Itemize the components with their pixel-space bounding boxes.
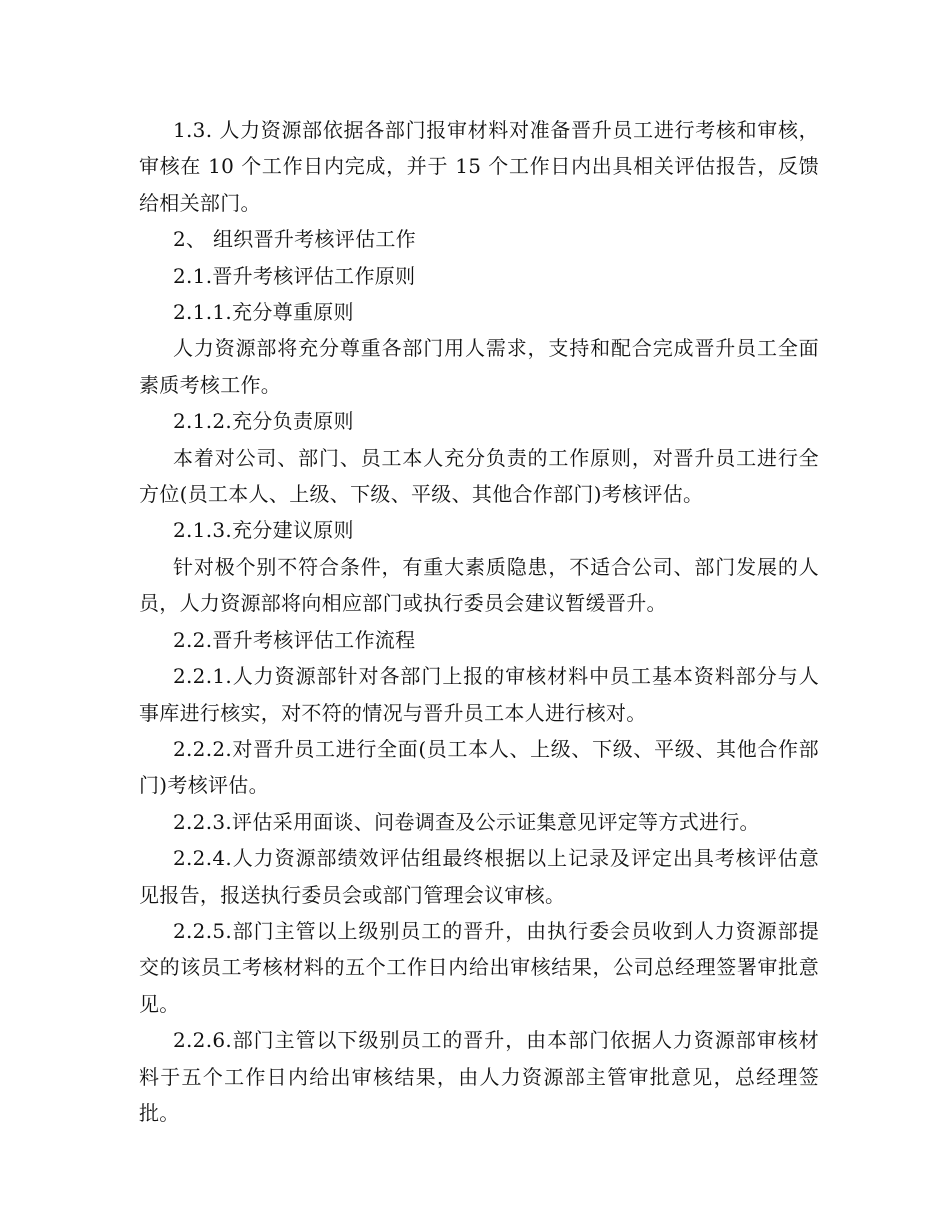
paragraph-1-3: 1.3. 人力资源部依据各部门报审材料对准备晋升员工进行考核和审核，审核在 10 个工作日内完成，并于 15 个工作日内出具相关评估报告，反馈给相关部门。	[139, 118, 819, 215]
paragraph-2-2-1: 2.2.1.人力资源部针对各部门上报的审核材料中员工基本资料部分与人事库进行核实，对不符的情况与晋升员工本人进行核对。	[139, 664, 819, 725]
heading-2: 2、 组织晋升考核评估工作	[173, 227, 416, 252]
paragraph-2-2-2: 2.2.2.对晋升员工进行全面(员工本人、上级、下级、平级、其他合作部门)考核评估。	[139, 736, 819, 798]
paragraph-2-2-6: 2.2.6.部门主管以下级别员工的晋升，由本部门依据人力资源部审核材料于五个工作日内给出审核结果，由人力资源部主管审批意见，总经理签批。	[139, 1028, 819, 1125]
heading-2-1: 2.1.晋升考核评估工作原则	[173, 263, 416, 288]
document-body	[139, 112, 819, 1131]
paragraph-2-1-2-body: 本着对公司、部门、员工本人充分负责的工作原则，对晋升员工进行全方位(员工本人、上级、下级、平级、其他合作部门)考核评估。	[139, 445, 819, 507]
paragraph-2-2-4: 2.2.4.人力资源部绩效评估组最终根据以上记录及评定出具考核评估意见报告，报送执行委员会或部门管理会议审核。	[139, 846, 819, 907]
paragraph-2-2-5: 2.2.5.部门主管以上级别员工的晋升，由执行委会员收到人力资源部提交的该员工考核材料的五个工作日内给出审核结果，公司总经理签署审批意见。	[139, 918, 819, 1016]
heading-2-1-2: 2.1.2.充分负责原则	[173, 409, 354, 434]
heading-2-1-3: 2.1.3.充分建议原则	[173, 518, 354, 543]
paragraph-2-1-1-body: 人力资源部将充分尊重各部门用人需求，支持和配合完成晋升员工全面素质考核工作。	[139, 336, 819, 397]
heading-2-1-1: 2.1.1.充分尊重原则	[173, 300, 354, 325]
paragraph-2-1-3-body: 针对极个别不符合条件，有重大素质隐患，不适合公司、部门发展的人员，人力资源部将向相应部门或执行委员会建议暂缓晋升。	[139, 554, 819, 616]
paragraph-2-2-3: 2.2.3.评估采用面谈、问卷调查及公示证集意见评定等方式进行。	[173, 809, 760, 834]
heading-2-2: 2.2.晋升考核评估工作流程	[173, 627, 416, 652]
